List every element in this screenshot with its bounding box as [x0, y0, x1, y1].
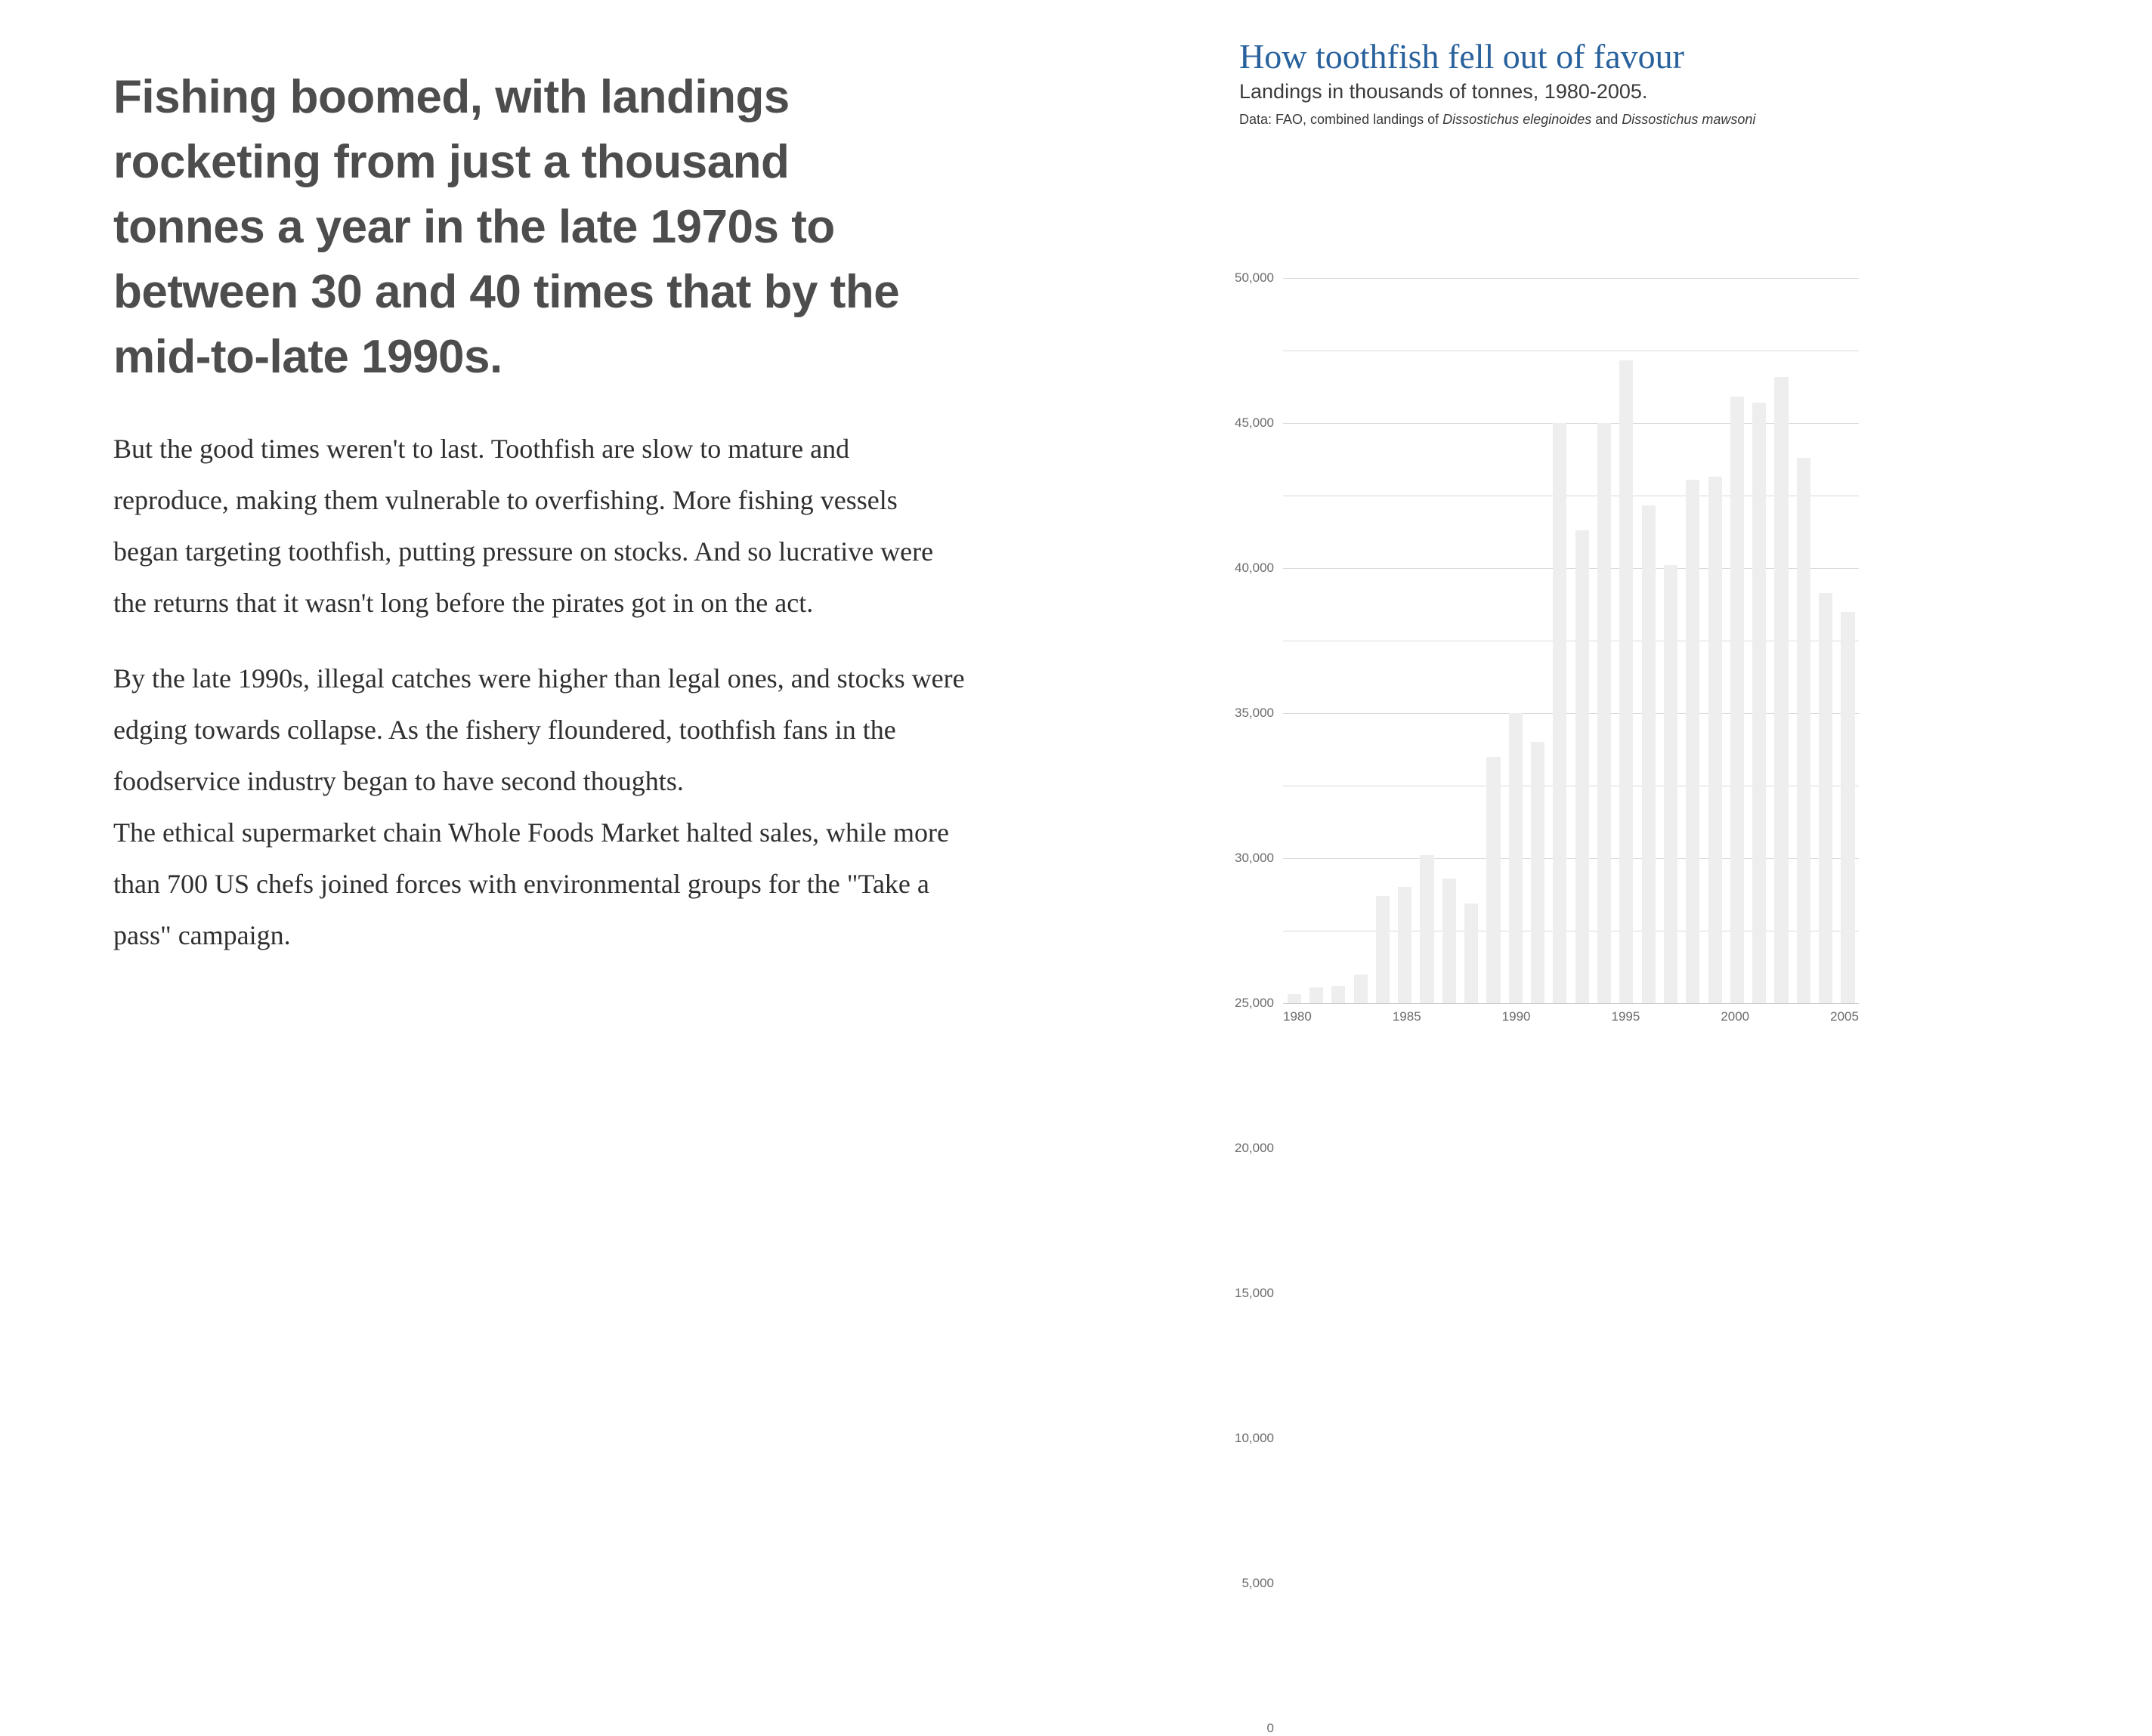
chart-bar-slot: [1350, 278, 1371, 1003]
chart-source-joiner: and: [1591, 112, 1622, 127]
chart-x-tick-label: 1985: [1392, 1009, 1421, 1024]
chart-bar: [1398, 887, 1411, 1003]
chart-x-tick-label: 2005: [1830, 1009, 1859, 1024]
chart-bar-slot: [1682, 278, 1704, 1003]
chart-bar-slot: [1659, 278, 1681, 1003]
chart-bar-slot: [1504, 278, 1526, 1003]
chart-x-tick-label: [1312, 1009, 1332, 1024]
chart-x-tick-label: [1332, 1009, 1353, 1024]
chart-x-tick-label: [1551, 1009, 1571, 1024]
chart-bar: [1442, 879, 1456, 1003]
chart-x-tick-label: 2000: [1721, 1009, 1750, 1024]
chart-x-tick-label: [1790, 1009, 1810, 1024]
chart-bars: [1283, 278, 1859, 1003]
chart-bar: [1486, 757, 1500, 1003]
chart-bar-slot: [1616, 278, 1637, 1003]
chart-bar-slot: [1571, 278, 1593, 1003]
chart-bar: [1708, 477, 1722, 1003]
chart-y-tick-label: 20,000: [1235, 1141, 1274, 1155]
chart-bar-slot: [1328, 278, 1350, 1003]
chart-bar: [1531, 742, 1544, 1003]
chart-y-tick-label: 25,000: [1235, 996, 1274, 1010]
chart-bar-slot: [1837, 278, 1859, 1003]
chart-y-tick-label: 30,000: [1235, 851, 1274, 865]
chart-bar: [1819, 593, 1832, 1003]
chart-bar-slot: [1726, 278, 1748, 1003]
chart-x-tick-label: [1660, 1009, 1680, 1024]
chart-y-tick-label: 35,000: [1235, 706, 1274, 720]
chart-y-tick-label: 45,000: [1235, 415, 1274, 430]
chart-x-tick-label: [1530, 1009, 1551, 1024]
chart-source: [1239, 110, 1866, 128]
chart-y-tick-label: 10,000: [1235, 1431, 1274, 1445]
chart-x-tick-label: 1990: [1501, 1009, 1531, 1024]
chart-source-species-1: Dissostichus eleginoides: [1442, 112, 1592, 127]
chart-bar-slot: [1526, 278, 1548, 1003]
chart-card: [1235, 36, 1866, 1735]
chart-bar-slot: [1394, 278, 1416, 1003]
chart-bar-slot: [1549, 278, 1571, 1003]
chart-subtitle: Landings in thousands of tonnes, 1980-2005.: [1239, 80, 1648, 103]
chart-bar: [1509, 713, 1523, 1003]
chart-x-tick-label: [1749, 1009, 1770, 1024]
chart-y-tick-label: 40,000: [1235, 561, 1274, 575]
chart-bar: [1376, 896, 1390, 1003]
chart-bar: [1288, 994, 1301, 1003]
chart-bar: [1752, 403, 1766, 1003]
chart-bar-slot: [1371, 278, 1393, 1003]
chart-x-tick-label: [1482, 1009, 1502, 1024]
chart-x-tick-label: [1701, 1009, 1721, 1024]
chart-bar: [1331, 986, 1345, 1003]
chart-bar-slot: [1815, 278, 1837, 1003]
chart-bar: [1686, 480, 1699, 1003]
chart-y-tick-label: 5,000: [1241, 1576, 1274, 1590]
chart-bar: [1797, 458, 1810, 1003]
article-column: [113, 65, 967, 985]
chart-bar: [1841, 612, 1854, 1003]
chart-bar-slot: [1283, 278, 1305, 1003]
chart-bar-slot: [1461, 278, 1483, 1003]
chart-x-tick-label: [1421, 1009, 1442, 1024]
chart-bar-slot: [1305, 278, 1327, 1003]
article-paragraph-3: The ethical supermarket chain Whole Foods Market halted sales, while more than 700 US chefs joined forces with environmental groups for the "Take a pass" campaign.: [113, 817, 949, 950]
chart-bar: [1597, 423, 1611, 1003]
chart-x-tick-label: [1591, 1009, 1612, 1024]
chart-y-tick-label: 15,000: [1235, 1286, 1274, 1300]
chart-bar: [1774, 377, 1788, 1003]
chart-x-tick-label: [1352, 1009, 1372, 1024]
chart-x-tick-label: [1770, 1009, 1790, 1024]
chart-bar-slot: [1416, 278, 1438, 1003]
chart-bar: [1553, 423, 1566, 1003]
chart-y-tick-label: 0: [1266, 1721, 1274, 1735]
chart-bar: [1464, 904, 1478, 1003]
chart-x-tick-label: [1571, 1009, 1591, 1024]
chart-x-tick-label: [1441, 1009, 1461, 1024]
chart-x-tick-label: [1640, 1009, 1660, 1024]
chart-source-prefix: Data: FAO, combined landings of: [1239, 112, 1443, 127]
chart-x-tick-label: [1810, 1009, 1830, 1024]
chart-bar: [1354, 975, 1368, 1003]
article-paragraph-1: But the good times weren't to last. Toothfish are slow to mature and reproduce, making them vulnerable to overfishing. More fishing vessels began targeting toothfish, putting pressure on stocks. And so lucrative were the returns that it wasn't long before the pirates got in on the act.: [113, 434, 934, 618]
chart-bar: [1309, 987, 1323, 1003]
chart-bar: [1642, 505, 1656, 1003]
chart-bar-slot: [1637, 278, 1659, 1003]
chart-y-tick-label: 50,000: [1235, 270, 1274, 285]
chart-bar-slot: [1704, 278, 1726, 1003]
chart-bar-slot: [1770, 278, 1792, 1003]
chart-x-axis: [1283, 1009, 1859, 1024]
chart-bar-slot: [1483, 278, 1504, 1003]
chart-x-tick-label: 1980: [1283, 1009, 1312, 1024]
article-paragraph-2: By the late 1990s, illegal catches were higher than legal ones, and stocks were edging towards collapse. As the fishery floundered, toothfish fans in the foodservice industry began to have second thoughts.: [113, 663, 965, 796]
chart-plot: [1235, 139, 1859, 1735]
page-title: Fishing boomed, with landings rocketing from just a thousand tonnes a year in the late 1970s to between 30 and 40 times that by the mid-to-late 1990s.: [113, 71, 900, 383]
chart-source-species-2: Dissostichus mawsoni: [1622, 112, 1756, 127]
chart-bar: [1575, 530, 1589, 1003]
chart-bar: [1420, 855, 1433, 1003]
chart-title: How toothfish fell out of favour: [1239, 37, 1684, 76]
chart-x-tick-label: 1995: [1611, 1009, 1640, 1024]
chart-x-tick-label: [1461, 1009, 1482, 1024]
chart-bar-slot: [1438, 278, 1460, 1003]
chart-x-tick-label: [1372, 1009, 1393, 1024]
chart-bar: [1664, 565, 1677, 1003]
chart-bar-slot: [1593, 278, 1615, 1003]
chart-bar: [1730, 397, 1744, 1003]
chart-x-tick-label: [1680, 1009, 1701, 1024]
chart-bar-slot: [1792, 278, 1814, 1003]
chart-bar: [1619, 360, 1633, 1003]
chart-bar-slot: [1748, 278, 1770, 1003]
